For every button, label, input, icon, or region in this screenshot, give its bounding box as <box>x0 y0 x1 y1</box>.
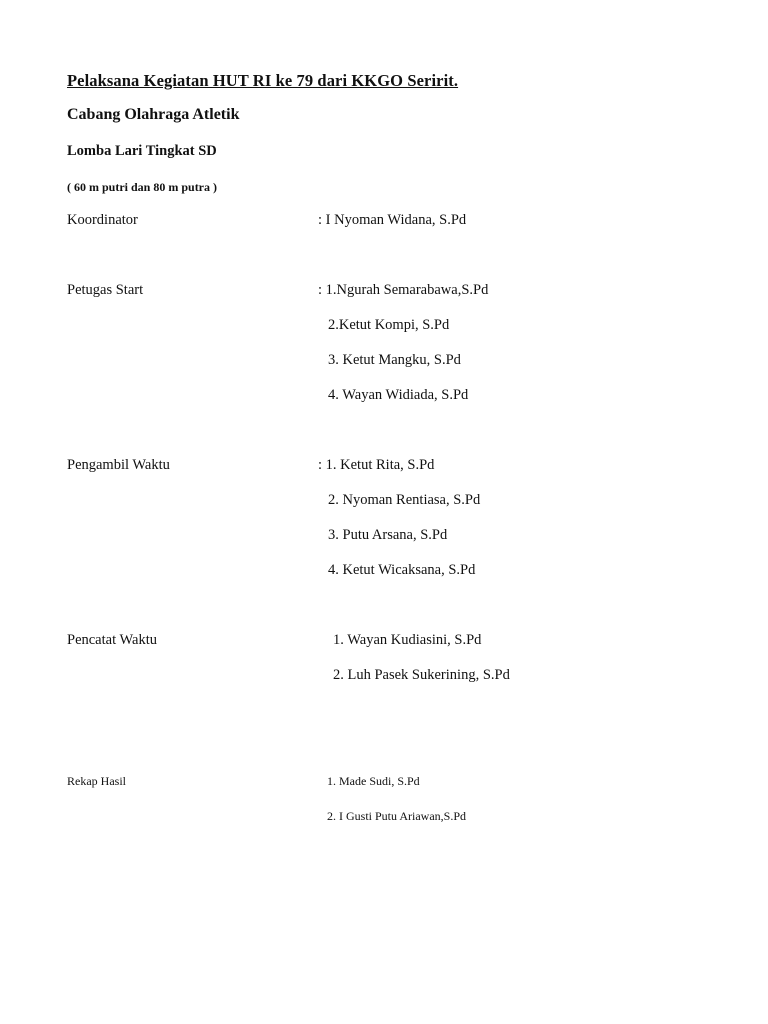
event-heading: Lomba Lari Tingkat SD <box>67 143 217 159</box>
pencatat-waktu-entry: 2. Luh Pasek Sukerining, S.Pd <box>333 667 510 683</box>
pengambil-waktu-entry: 2. Nyoman Rentiasa, S.Pd <box>328 492 481 508</box>
role-label-pengambil-waktu: Pengambil Waktu <box>67 457 170 473</box>
document-title: Pelaksana Kegiatan HUT RI ke 79 dari KKGO Seririt. <box>67 71 459 90</box>
pengambil-waktu-entry: : 1. Ketut Rita, S.Pd <box>318 457 435 473</box>
petugas-start-entry: 3. Ketut Mangku, S.Pd <box>328 352 461 368</box>
role-label-petugas-start: Petugas Start <box>67 282 144 298</box>
sport-branch-heading: Cabang Olahraga Atletik <box>67 106 240 123</box>
rekap-hasil-entry: 2. I Gusti Putu Ariawan,S.Pd <box>327 809 467 823</box>
role-label-pencatat-waktu: Pencatat Waktu <box>67 632 157 648</box>
petugas-start-entry: : 1.Ngurah Semarabawa,S.Pd <box>318 282 489 298</box>
petugas-start-entry: 2.Ketut Kompi, S.Pd <box>328 317 450 333</box>
pencatat-waktu-entry: 1. Wayan Kudiasini, S.Pd <box>333 632 482 648</box>
koordinator-entry: : I Nyoman Widana, S.Pd <box>318 212 467 228</box>
role-label-koordinator: Koordinator <box>67 212 138 228</box>
petugas-start-entry: 4. Wayan Widiada, S.Pd <box>328 387 469 403</box>
distance-note: ( 60 m putri dan 80 m putra ) <box>67 180 218 194</box>
rekap-hasil-entry: 1. Made Sudi, S.Pd <box>327 774 420 788</box>
pengambil-waktu-entry: 3. Putu Arsana, S.Pd <box>328 527 448 543</box>
role-label-rekap-hasil: Rekap Hasil <box>67 774 126 788</box>
pengambil-waktu-entry: 4. Ketut Wicaksana, S.Pd <box>328 562 476 578</box>
